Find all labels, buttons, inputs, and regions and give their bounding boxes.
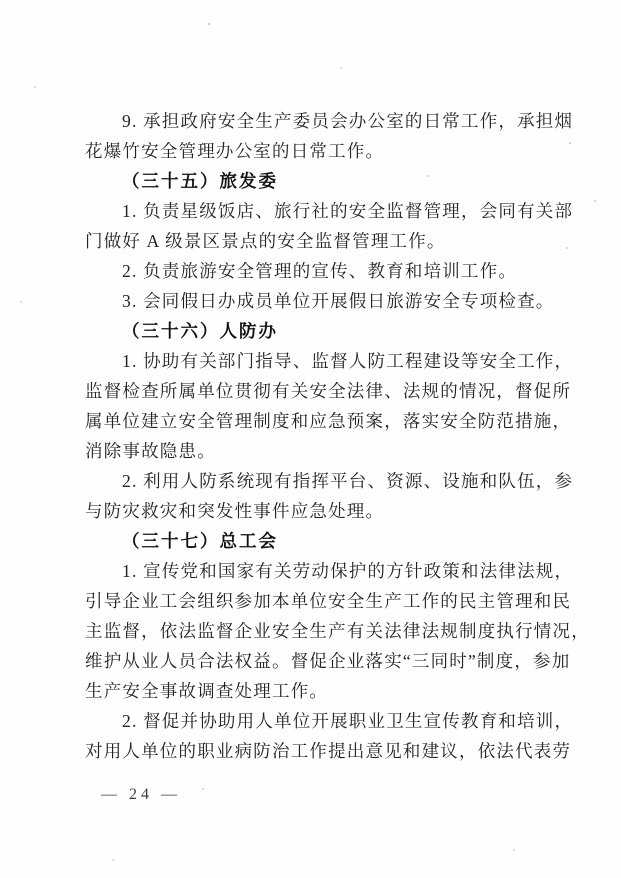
- text-line: 花爆竹安全管理办公室的日常工作。: [85, 141, 385, 161]
- text-line: 1. 协助有关部门指导、监督人防工程建设等安全工作，: [122, 351, 574, 371]
- text-line: 2. 负责旅游安全管理的宣传、教育和培训工作。: [122, 261, 518, 281]
- text-line: 3. 会同假日办成员单位开展假日旅游安全专项检查。: [122, 291, 555, 311]
- text-line: 监督检查所属单位贯彻有关安全法律、法规的情况，督促所: [85, 381, 572, 401]
- text-line: 引导企业工会组织参加本单位安全生产工作的民主管理和民: [85, 591, 572, 611]
- text-line: 主监督，依法监督企业安全生产有关法律法规制度执行情况，: [85, 621, 590, 641]
- section-heading: （三十五）旅发委: [122, 171, 278, 191]
- text-line: 1. 负责星级饭店、旅行社的安全监督管理，会同有关部: [122, 201, 574, 221]
- text-line: 1. 宣传党和国家有关劳动保护的方针政策和法律法规，: [122, 561, 574, 581]
- text-line: 门做好 A 级景区景点的安全监督管理工作。: [85, 231, 446, 251]
- text-line: 对用人单位的职业病防治工作提出意见和建议，依法代表劳: [85, 741, 572, 761]
- section-heading: （三十七）总工会: [122, 531, 278, 551]
- document-text-block: [85, 106, 590, 766]
- text-line: 2. 利用人防系统现有指挥平台、资源、设施和队伍，参: [122, 471, 574, 491]
- text-line: 属单位建立安全管理制度和应急预案，落实安全防范措施，: [85, 411, 572, 431]
- section-heading: （三十六）人防办: [122, 321, 278, 341]
- scan-noise: [208, 23, 210, 25]
- text-line: 维护从业人员合法权益。督促企业落实“三同时”制度，参加: [85, 651, 571, 671]
- text-line: 消除事故隐患。: [85, 441, 216, 461]
- text-line: 与防灾救灾和突发性事件应急处理。: [85, 501, 385, 521]
- text-line: 2. 督促并协助用人单位开展职业卫生宣传教育和培训，: [122, 711, 574, 731]
- text-line: 生产安全事故调查处理工作。: [85, 681, 329, 701]
- page-number: — 24 —: [101, 786, 181, 803]
- text-line: 9. 承担政府安全生产委员会办公室的日常工作，承担烟: [122, 111, 574, 131]
